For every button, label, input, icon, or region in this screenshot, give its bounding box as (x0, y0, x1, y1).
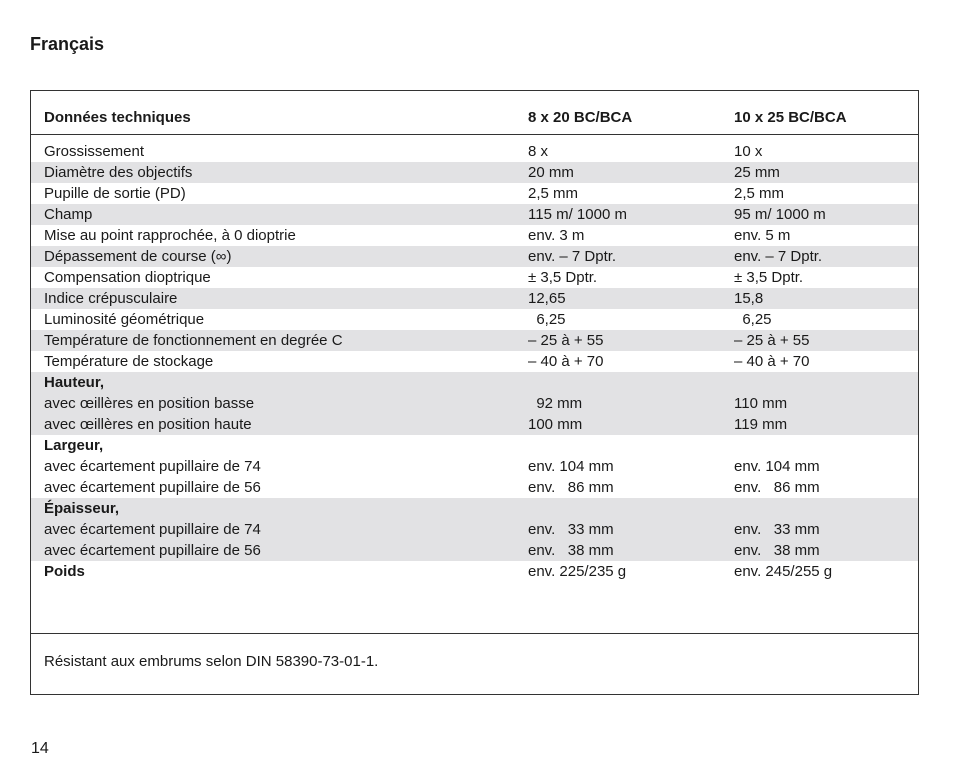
row-label: Largeur, (44, 437, 104, 454)
row-value-10x25: – 40 à + 70 (734, 353, 810, 370)
row-value-8x20: 8 x (528, 143, 549, 160)
row-label: Température de stockage (44, 353, 214, 370)
row-value-8x20: env. 225/235 g (528, 563, 627, 580)
row-label: avec écartement pupillaire de 56 (44, 542, 261, 559)
table-header (31, 91, 918, 135)
row-value-8x20: env. – 7 Dptr. (528, 248, 617, 265)
header-label: Données techniques (44, 109, 191, 126)
table-row (31, 330, 918, 351)
row-label: Grossissement (44, 143, 145, 160)
row-value-10x25: 95 m/ 1000 m (734, 206, 826, 223)
table-row (31, 246, 918, 267)
row-label: avec œillères en position basse (44, 395, 255, 412)
row-value-10x25: env. – 7 Dptr. (734, 248, 823, 265)
table-row (31, 498, 918, 519)
page-number: 14 (31, 740, 49, 757)
footer-note: Résistant aux embrums selon DIN 58390-73-01-1. (44, 653, 379, 670)
row-value-8x20: – 40 à + 70 (528, 353, 604, 370)
table-row (31, 435, 918, 456)
header-model-8x20: 8 x 20 BC/BCA (528, 109, 633, 126)
row-label: avec écartement pupillaire de 74 (44, 458, 261, 475)
header-model-10x25: 10 x 25 BC/BCA (734, 109, 847, 126)
table-row (31, 204, 918, 225)
row-label: Dépassement de course (∞) (44, 248, 232, 265)
row-value-8x20: env. 104 mm (528, 458, 614, 475)
row-value-10x25: – 25 à + 55 (734, 332, 810, 349)
table-body (31, 141, 918, 582)
row-label: avec écartement pupillaire de 74 (44, 521, 261, 538)
row-label: Compensation dioptrique (44, 269, 211, 286)
row-label: Indice crépusculaire (44, 290, 178, 307)
row-value-8x20: env. 86 mm (528, 479, 614, 496)
row-value-10x25: 25 mm (734, 164, 780, 181)
row-value-8x20: 100 mm (528, 416, 583, 433)
section-language-title: Français (30, 34, 105, 54)
row-value-10x25: 10 x (734, 143, 763, 160)
row-label: Épaisseur, (44, 500, 120, 517)
row-value-8x20: 115 m/ 1000 m (528, 206, 627, 223)
footer-divider (31, 633, 918, 634)
row-label: Luminosité géométrique (44, 311, 205, 328)
table-row (31, 225, 918, 246)
row-value-10x25: env. 33 mm (734, 521, 820, 538)
row-value-8x20: env. 38 mm (528, 542, 614, 559)
row-label: Mise au point rapprochée, à 0 dioptrie (44, 227, 296, 244)
row-value-10x25: env. 104 mm (734, 458, 820, 475)
row-label: Hauteur, (44, 374, 105, 391)
row-value-10x25: 2,5 mm (734, 185, 785, 202)
row-value-10x25: env. 5 m (734, 227, 791, 244)
row-value-8x20: 20 mm (528, 164, 574, 181)
table-row (31, 267, 918, 288)
table-row (31, 351, 918, 372)
table-row (31, 288, 918, 309)
row-label: Température de fonctionnement en degrée C (44, 332, 343, 349)
table-row (31, 309, 918, 330)
row-value-10x25: 15,8 (734, 290, 764, 307)
row-value-8x20: env. 33 mm (528, 521, 614, 538)
row-label: Pupille de sortie (PD) (44, 185, 186, 202)
row-value-10x25: 110 mm (734, 395, 788, 412)
row-value-8x20: – 25 à + 55 (528, 332, 604, 349)
row-value-8x20: env. 3 m (528, 227, 585, 244)
row-value-8x20: 2,5 mm (528, 185, 579, 202)
row-value-10x25: env. 38 mm (734, 542, 820, 559)
table-row (31, 540, 918, 561)
table-row (31, 414, 918, 435)
row-value-10x25: 119 mm (734, 416, 788, 433)
row-value-10x25: env. 245/255 g (734, 563, 833, 580)
table-row (31, 456, 918, 477)
row-label: Champ (44, 206, 93, 223)
table-row (31, 519, 918, 540)
table-row (31, 141, 918, 162)
row-label: avec écartement pupillaire de 56 (44, 479, 261, 496)
table-row (31, 561, 918, 582)
table-row (31, 393, 918, 414)
table-row (31, 372, 918, 393)
specs-table (30, 90, 919, 695)
row-value-8x20: 12,65 (528, 290, 566, 307)
row-label: Diamètre des objectifs (44, 164, 193, 181)
row-value-10x25: ± 3,5 Dptr. (734, 269, 804, 286)
table-row (31, 183, 918, 204)
row-value-10x25: 6,25 (734, 311, 772, 328)
row-value-8x20: ± 3,5 Dptr. (528, 269, 598, 286)
row-label: avec œillères en position haute (44, 416, 252, 433)
row-value-10x25: env. 86 mm (734, 479, 820, 496)
row-label: Poids (44, 563, 85, 580)
row-value-8x20: 92 mm (528, 395, 583, 412)
row-value-8x20: 6,25 (528, 311, 566, 328)
table-row (31, 477, 918, 498)
table-row (31, 162, 918, 183)
